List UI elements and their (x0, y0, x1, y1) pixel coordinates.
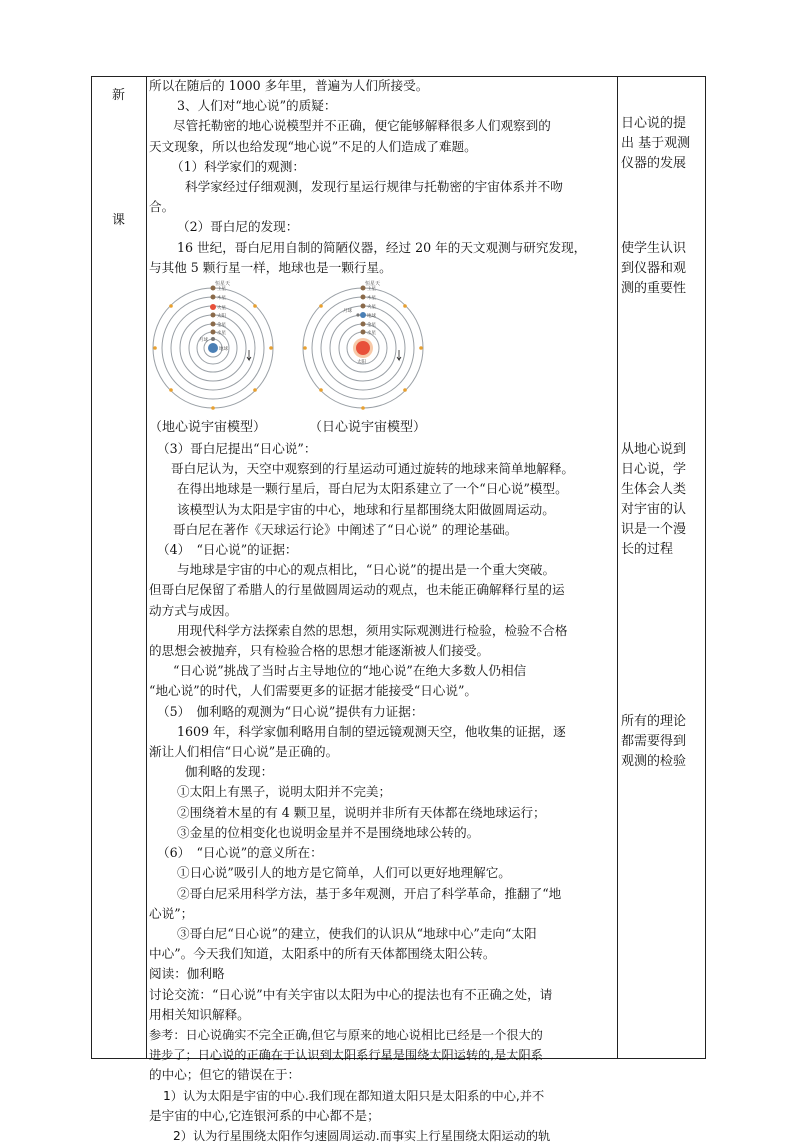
note-line: 仪器的发展 (621, 156, 687, 171)
planet-marker (361, 330, 366, 335)
column-divider-1 (146, 76, 147, 1059)
content-line: 进步了；日心说的正确在于认识到太阳系行星是围绕太阳运转的,是太阳系 (149, 1048, 543, 1063)
content-line: 用现代科学方法探索自然的思想，须用实际观测进行检验，检验不合格 (177, 622, 568, 638)
moon-marker (211, 337, 215, 341)
diagram-label: 火星 (367, 305, 376, 311)
diagram-label: 木星 (217, 296, 226, 302)
content-line: 1）认为太阳是宇宙的中心.我们现在都知道太阳只是太阳系的中心,并不 (163, 1088, 545, 1103)
content-line: 渐让人们相信“日心说”是正确的。 (149, 744, 339, 760)
content-line: “地心说”的时代，人们需要更多的证据才能接受“日心说”。 (149, 683, 478, 699)
content-line: 参考：日心说确实不完全正确,但它与原来的地心说相比已经是一个很大的 (149, 1027, 543, 1042)
note-line: 生体会人类 (621, 482, 687, 497)
diagram-label: 金星 (217, 323, 226, 329)
content-line: 哥白尼认为，天空中观察到的行星运动可通过旋转的地球来简单地解释。 (171, 461, 574, 477)
diagram-captions (149, 418, 616, 439)
note-line: 观测的检验 (621, 754, 687, 769)
note-line: 长的过程 (621, 542, 674, 557)
note-line: 测的重要性 (621, 281, 687, 296)
content-line: 的思想会被抛弃，只有检验合格的思想才能逐渐被人们接受。 (149, 643, 490, 659)
content-line: （6） “日心说”的意义所在： (157, 845, 323, 861)
table-right-border (705, 76, 706, 1059)
content-line: 用相关知识解释。 (149, 1006, 250, 1022)
diagram-label: 水星 (217, 331, 226, 337)
geocentric-caption: （地心说宇宙模型） (149, 420, 267, 436)
content-line: ①太阳上有黑子，说明太阳并不完美； (177, 784, 392, 800)
diagram-label: 土星 (367, 287, 376, 293)
content-line: 的中心；但它的错误在于： (149, 1067, 301, 1083)
note-line: 出 基于观测 (621, 136, 691, 151)
diagram-label: 金星 (367, 323, 376, 329)
content-line: ①日心说”吸引人的地方是它简单，人们可以更好地理解它。 (177, 865, 511, 881)
note-2 (621, 239, 701, 299)
diagram-label: 地球 (219, 347, 228, 353)
note-line: 都需要得到 (621, 734, 687, 749)
content-line: 但哥白尼保留了希腊人的行星做圆周运动的观点，也未能正确解释行星的运 (149, 582, 565, 598)
content-line: （1）科学家们的观测： (171, 158, 305, 174)
lesson-content (149, 76, 616, 1146)
content-line: ②围绕着木星的有 4 颗卫星，说明并非所有天体都在绕地球运行； (177, 804, 546, 820)
planet-marker (211, 330, 216, 335)
content-line: 所以在随后的 1000 多年里，普遍为人们所接受。 (149, 78, 429, 93)
content-line: （3）哥白尼提出“日心说”： (157, 441, 317, 457)
note-line: 使学生认识 (621, 241, 687, 256)
sun-marker (356, 341, 370, 355)
note-line: 到仪器和观 (621, 261, 687, 276)
content-line: ②哥白尼采用科学方法，基于多年观测，开启了科学革命，推翻了“地 (177, 885, 562, 901)
content-line: （5） 伽利略的观测为“日心说”提供有力证据： (157, 703, 424, 719)
planet-marker (211, 295, 216, 300)
diagram-label: 月球 (343, 309, 352, 315)
content-line: 科学家经过仔细观测，发现行星运行规律与托勒密的宇宙体系并不吻 (185, 179, 563, 195)
content-line: 中心”。今天我们知道，太阳系中的所有天体都围绕太阳公转。 (149, 946, 496, 962)
note-line: 对宇宙的认 (621, 502, 687, 517)
content-line: 伽利略的发现： (185, 764, 274, 780)
diagram-label: 太阳 (357, 360, 366, 366)
note-4 (621, 712, 701, 772)
content-line: 动方式与成因。 (149, 602, 238, 618)
note-line: 日心说的提 (621, 116, 687, 131)
diagram-label: 水星 (367, 331, 376, 337)
content-line: （2）哥白尼的发现： (177, 219, 299, 235)
heliocentric-model-diagram (299, 280, 427, 416)
note-line: 日心说，学 (621, 462, 687, 477)
moon-marker (356, 313, 359, 316)
note-line: 识是一个漫 (621, 522, 687, 537)
note-line: 从地心说到 (621, 442, 687, 457)
planet-marker (361, 295, 366, 300)
content-line: 与地球是宇宙的中心的观点相比，“日心说”的提出是一个重大突破。 (177, 562, 556, 578)
content-line: ③哥白尼“日心说”的建立，使我们的认识从“地球中心”走向“太阳 (177, 925, 537, 941)
content-line: 1609 年，科学家伽利略用自制的望远镜观测天空，他收集的证据，逐 (177, 723, 566, 739)
note-1 (621, 114, 701, 174)
lesson-table (91, 76, 706, 1143)
universe-model-diagrams (149, 278, 616, 418)
content-line: （4） “日心说”的证据： (157, 542, 298, 558)
content-line: 该模型认为太阳是宇宙的中心，地球和行星都围绕太阳做圆周运动。 (177, 501, 555, 517)
section-label-top: 新 (111, 88, 125, 103)
diagram-label: 恒星天 (365, 281, 381, 288)
content-line: ③金星的位相变化也说明金星并不是围绕地球公转的。 (177, 824, 480, 840)
planet-marker (361, 322, 366, 327)
planet-marker (211, 313, 216, 318)
content-line: 合。 (149, 199, 175, 215)
sun-marker (210, 304, 216, 310)
content-line: 尽管托勒密的地心说模型并不正确，便它能够解释很多人们观察到的 (173, 118, 551, 134)
diagram-label: 地球 (367, 314, 376, 320)
content-line: 讨论交流：“日心说”中有关宇宙以太阳为中心的提法也有不正确之处，请 (149, 986, 553, 1002)
content-line: 3、人们对“地心说”的质疑： (177, 98, 337, 114)
content-line: 在得出地球是一颗行星后，哥白尼为太阳系建立了一个“日心说”模型。 (177, 481, 568, 497)
content-line: “日心说”挑战了当时占主导地位的“地心说”在绝大多数人仍相信 (173, 663, 527, 679)
diagram-label: 土星 (217, 287, 226, 293)
content-line: 阅读：伽利略 (149, 966, 225, 982)
content-line: 天文现象，所以也给发现“地心说”不足的人们造成了难题。 (149, 138, 477, 154)
earth-marker (208, 343, 218, 353)
heliocentric-caption: （日心说宇宙模型） (309, 420, 427, 436)
content-line: 哥白尼在著作《天球运行论》中阐述了“日心说” 的理论基础。 (173, 521, 518, 537)
content-line: 2）认为行星围绕太阳作匀速圆周运动.而事实上行星围绕太阳运动的轨 (173, 1128, 551, 1143)
diagram-label: 太阳 (217, 314, 226, 320)
diagram-label: 火星 (217, 306, 226, 312)
diagram-label: 月球 (199, 338, 208, 344)
planet-marker (211, 322, 216, 327)
content-line: 是宇宙的中心,它连银河系的中心都不是； (149, 1107, 380, 1123)
column-divider-2 (617, 76, 618, 1059)
geocentric-model-diagram (149, 280, 277, 416)
note-3 (621, 440, 701, 560)
content-line: 与其他 5 颗行星一样，地球也是一颗行星。 (149, 259, 392, 275)
content-line: 16 世纪，哥白尼用自制的简陋仪器，经过 20 年的天文观测与研究发现， (177, 239, 587, 255)
section-label-bottom: 课 (111, 213, 125, 228)
diagram-label: 木星 (367, 296, 376, 302)
planet-marker (361, 304, 366, 309)
diagram-label: 恒星天 (215, 281, 231, 288)
note-line: 所有的理论 (621, 714, 687, 729)
earth-marker (360, 312, 366, 318)
content-line: 心说”； (149, 905, 194, 921)
